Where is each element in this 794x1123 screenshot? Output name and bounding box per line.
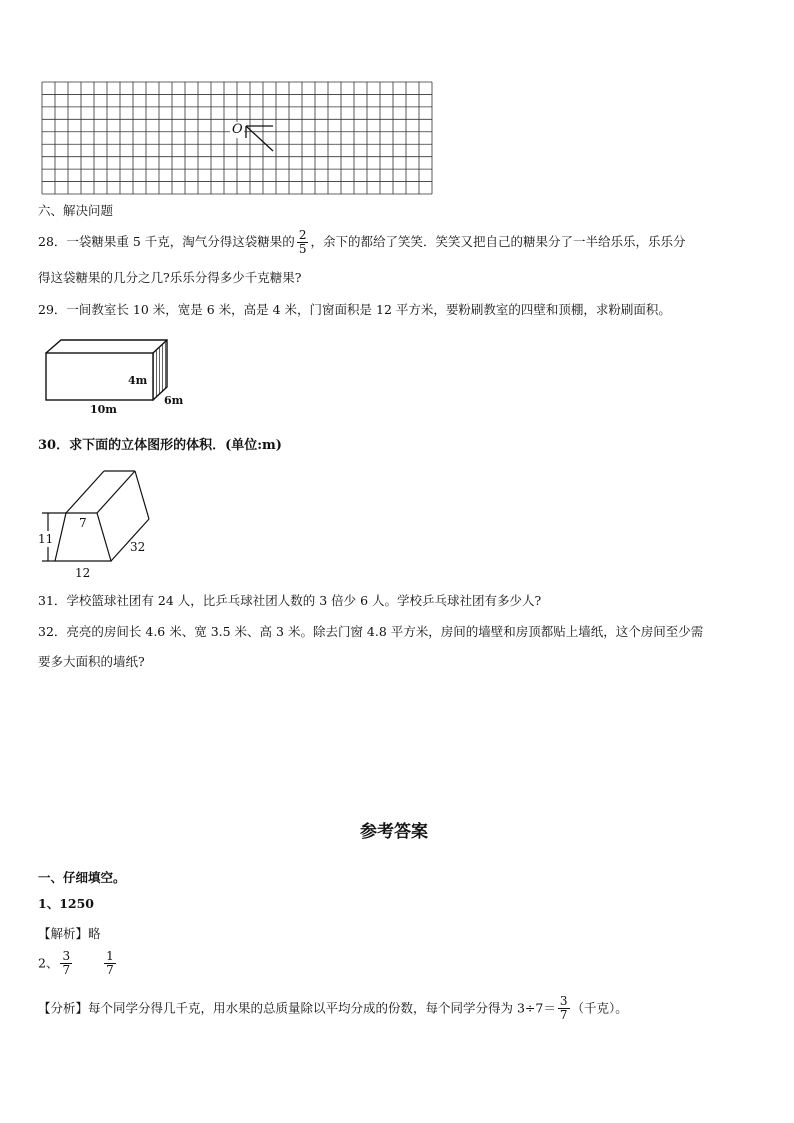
answer-2-frac-1	[60, 950, 72, 977]
answer-2	[38, 950, 118, 977]
q28-frac-num: 2	[298, 228, 307, 242]
question-28-line2: 得这袋糖果的几分之几?乐乐分得多少千克糖果?	[38, 270, 302, 285]
answer-1: 1、1250	[38, 896, 94, 911]
q28-frac-den: 5	[298, 242, 307, 256]
answer-2-prefix: 2、	[38, 955, 59, 971]
question-32: 32．亮亮的房间长 4.6 米、宽 3.5 米、高 3 米。除去门窗 4.8 平方米，房间的墙壁和房顶都贴上墙纸，这个房间至少需	[38, 624, 704, 639]
q28-text-a: 28．一袋糖果重 5 千克，淘气分得这袋糖果的	[38, 234, 295, 249]
cuboid-length-label: 10m	[90, 403, 117, 416]
answer-2-frac-2-den: 7	[106, 963, 114, 977]
q28-text-b: ，余下的都给了笑笑．笑笑又把自己的糖果分了一半给乐乐，乐乐分	[310, 234, 686, 249]
prism-top-label: 7	[79, 516, 87, 530]
answer-1-analysis: 【解析】略	[38, 926, 101, 941]
answer-2-frac-1-den: 7	[62, 963, 71, 977]
section-title: 六、解决问题	[38, 203, 114, 218]
answer-2-frac-2-num: 1	[106, 949, 114, 963]
answer-2-analysis	[38, 995, 628, 1022]
question-30: 30．求下面的立体图形的体积．(单位:m)	[38, 438, 282, 453]
answer-2-analysis-text-a: 【分析】每个同学分得几千克，用水果的总质量除以平均分成的份数，每个同学分得为 3÷7＝	[38, 1000, 556, 1016]
prism-depth-label: 32	[130, 540, 146, 554]
cuboid-width-label: 6m	[164, 394, 184, 407]
question-31: 31．学校篮球社团有 24 人，比乒乓球社团人数的 3 倍少 6 人。学校乒乓球社团有多少人?	[38, 593, 542, 608]
answers-section-1: 一、仔细填空。	[38, 870, 126, 885]
prism-height-label: 11	[38, 532, 54, 546]
cuboid-height-label: 4m	[128, 374, 148, 387]
answer-2-frac-1-num: 3	[62, 949, 71, 963]
answer-2-analysis-frac	[558, 995, 570, 1022]
question-32-line2: 要多大面积的墙纸?	[38, 654, 145, 669]
answer-2-frac-2	[104, 950, 116, 977]
answers-title: 参考答案	[360, 822, 428, 842]
answer-2-analysis-text-b: （千克）。	[571, 1000, 628, 1016]
answer-2-analysis-frac-den: 7	[559, 1008, 568, 1022]
question-29: 29．一间教室长 10 米，宽是 6 米，高是 4 米，门窗面积是 12 平方米，要粉刷教室的四壁和顶棚，求粉刷面积。	[38, 302, 671, 317]
origin-label: O	[232, 122, 243, 137]
answer-2-analysis-frac-num: 3	[559, 994, 568, 1008]
prism-bottom-label: 12	[75, 566, 91, 580]
